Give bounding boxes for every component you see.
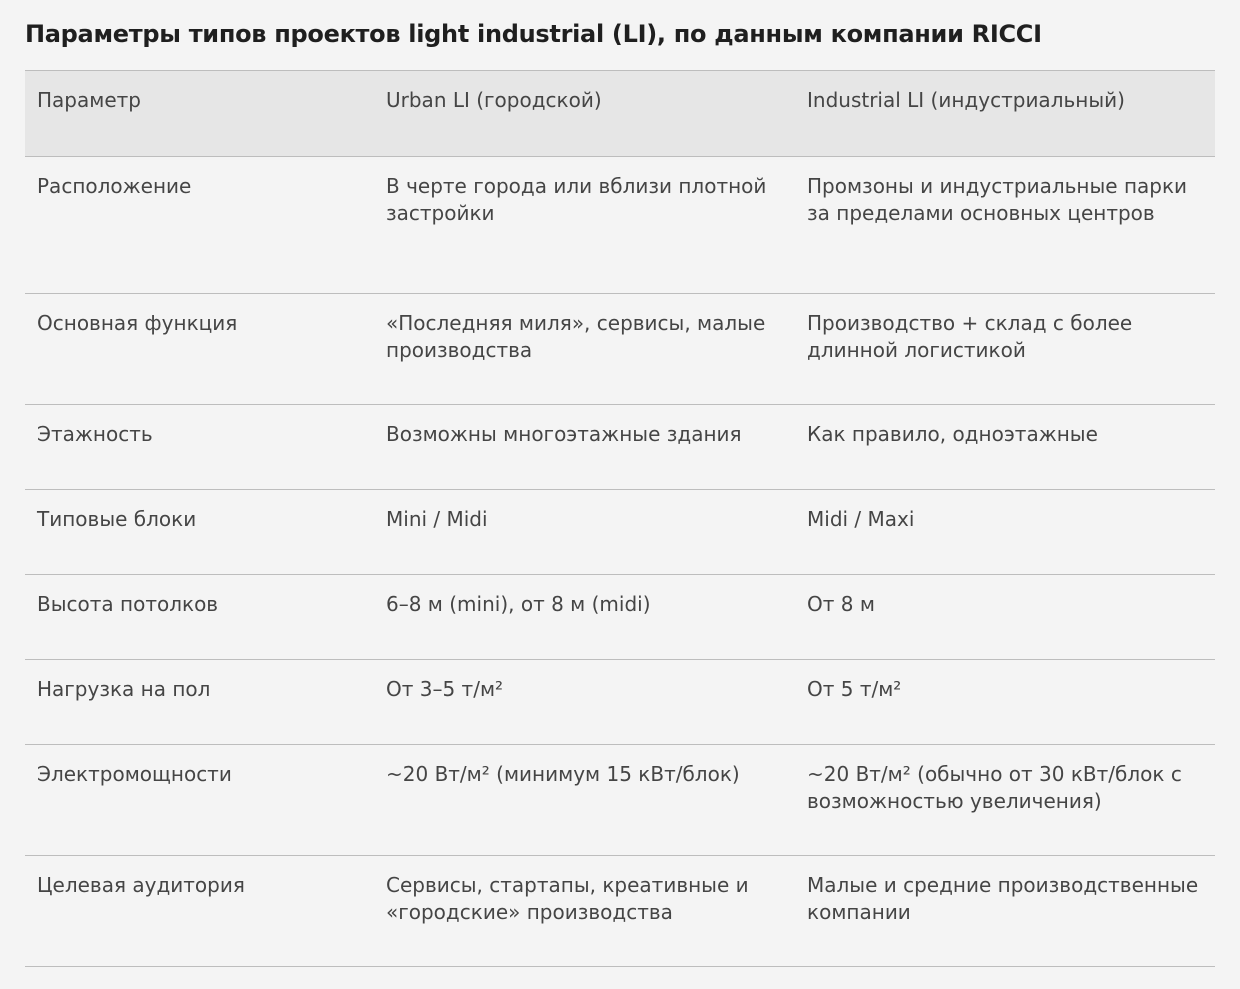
table-row bbox=[25, 575, 1215, 660]
table-row bbox=[25, 294, 1215, 405]
column-header-urban-li: Urban LI (городской) bbox=[386, 88, 602, 112]
row-parameter-cell: Нагрузка на пол bbox=[37, 677, 211, 701]
row-urban-cell: 6–8 м (mini), от 8 м (midi) bbox=[386, 592, 651, 616]
row-industrial-cell: От 8 м bbox=[807, 592, 875, 616]
page-title: Параметры типов проектов light industrial (LI), по данным компании RICCI bbox=[25, 20, 1042, 48]
table-row bbox=[25, 490, 1215, 575]
table-row bbox=[25, 405, 1215, 490]
column-header-industrial-li: Industrial LI (индустриальный) bbox=[807, 88, 1125, 112]
row-industrial-cell: Промзоны и индустриальные парки за пределами основных центров bbox=[807, 174, 1188, 225]
table-header-row bbox=[25, 71, 1215, 157]
table-row bbox=[25, 745, 1215, 856]
row-urban-cell: От 3–5 т/м² bbox=[386, 677, 504, 701]
row-urban-cell: Возможны многоэтажные здания bbox=[386, 422, 742, 446]
row-parameter-cell: Целевая аудитория bbox=[37, 873, 245, 897]
row-urban-cell: «Последняя миля», сервисы, малые производства bbox=[386, 311, 766, 362]
row-parameter-cell: Высота потолков bbox=[37, 592, 219, 616]
row-industrial-cell: Как правило, одноэтажные bbox=[807, 422, 1098, 446]
row-parameter-cell: Электромощности bbox=[37, 762, 232, 786]
row-industrial-cell: ~20 Вт/м² (обычно от 30 кВт/блок с возможностью увеличения) bbox=[807, 762, 1182, 813]
row-urban-cell: Сервисы, стартапы, креативные и «городские» производства bbox=[386, 873, 749, 924]
row-urban-cell: Mini / Midi bbox=[386, 507, 488, 531]
table-row bbox=[25, 856, 1215, 967]
row-parameter-cell: Основная функция bbox=[37, 311, 238, 335]
column-header-parameter: Параметр bbox=[37, 88, 141, 112]
comparison-table bbox=[25, 70, 1215, 967]
row-urban-cell: ~20 Вт/м² (минимум 15 кВт/блок) bbox=[386, 762, 740, 786]
row-parameter-cell: Типовые блоки bbox=[37, 507, 197, 531]
row-industrial-cell: Производство + склад с более длинной логистикой bbox=[807, 311, 1133, 362]
row-parameter-cell: Этажность bbox=[37, 422, 153, 446]
table-row bbox=[25, 157, 1215, 294]
row-urban-cell: В черте города или вблизи плотной застройки bbox=[386, 174, 767, 225]
row-industrial-cell: От 5 т/м² bbox=[807, 677, 902, 701]
table-row bbox=[25, 660, 1215, 745]
row-industrial-cell: Малые и средние производственные компании bbox=[807, 873, 1199, 924]
row-parameter-cell: Расположение bbox=[37, 174, 192, 198]
row-industrial-cell: Midi / Maxi bbox=[807, 507, 915, 531]
